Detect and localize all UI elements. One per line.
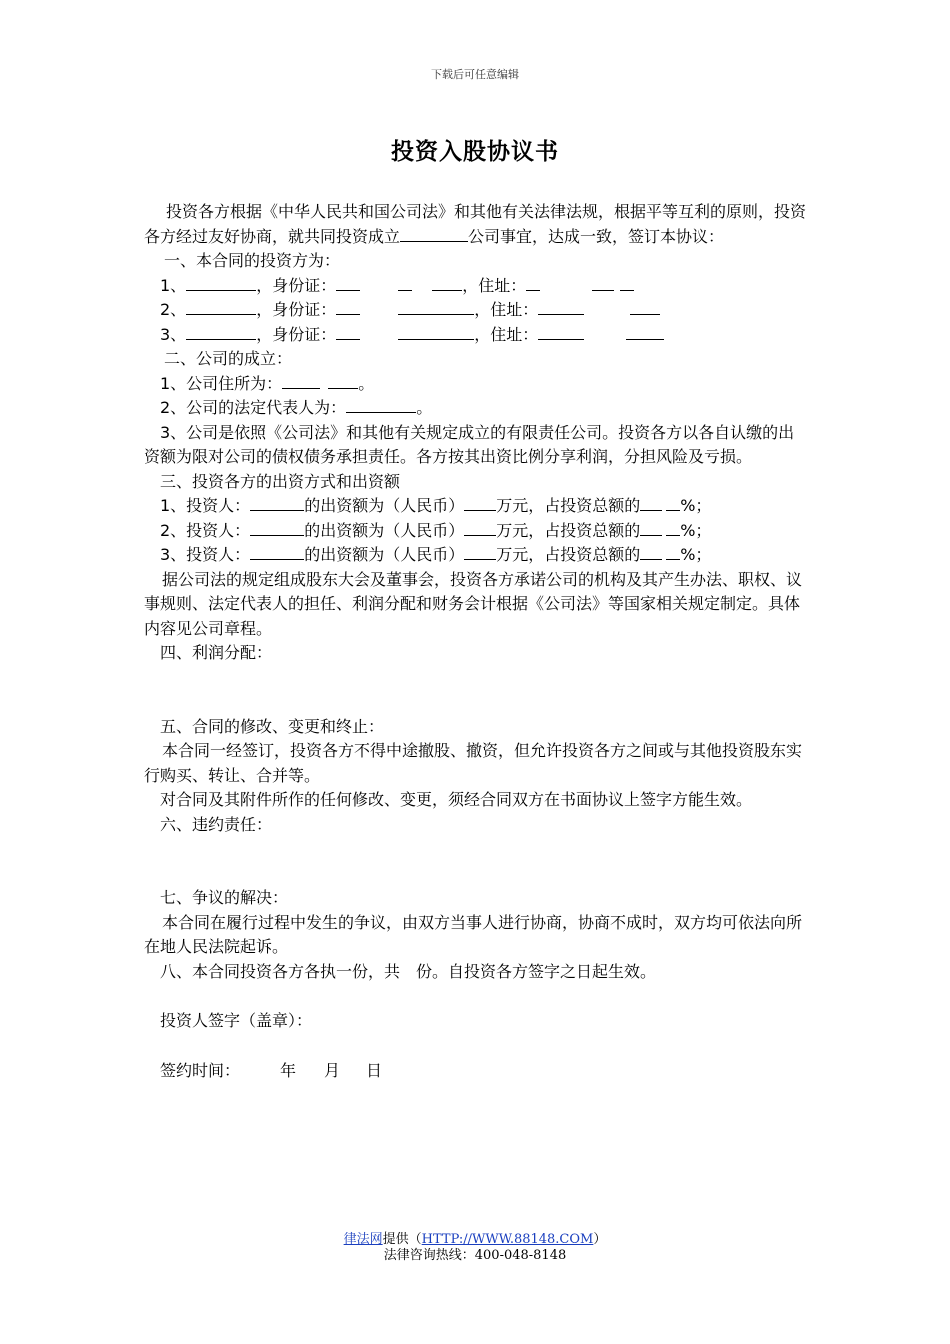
id-label: ，身份证：: [256, 275, 337, 295]
address-blank[interactable]: [592, 274, 614, 291]
site-name-link[interactable]: 律法网: [343, 1232, 383, 1247]
contribution-label: 的出资额为（人民币）: [304, 496, 465, 515]
footer: [0, 1232, 950, 1264]
document-body: [144, 200, 808, 1083]
section-5-heading: [144, 715, 808, 740]
section-4-heading-text: 四、利润分配：: [160, 643, 273, 662]
section-8-row: [144, 960, 808, 985]
section-1-heading: [144, 249, 808, 274]
section-6-heading-text: 六、违约责任：: [160, 814, 273, 834]
party-number: 3、: [160, 324, 187, 344]
percent-sign: %；: [680, 520, 712, 540]
address-blank[interactable]: [538, 298, 584, 315]
address-blank[interactable]: [626, 323, 664, 340]
company-address-label: 1、公司住所为：: [160, 373, 283, 393]
address-label: ，住址：: [474, 300, 539, 319]
address-label: ，住址：: [474, 324, 539, 344]
section-5-paragraph-1: 本合同一经签订，投资各方不得中途撤股、撤资，但允许投资各方之间或与其他投资股东实行购买、转让、合并等。: [144, 741, 803, 785]
period: 。: [358, 373, 375, 393]
contribution-label: 的出资额为（人民币）: [304, 520, 465, 540]
percent-blank[interactable]: [666, 494, 680, 511]
id-label: ，身份证：: [256, 324, 337, 344]
section-4-heading: [144, 641, 808, 666]
percent-blank[interactable]: [640, 519, 662, 536]
investor-name-blank[interactable]: [250, 543, 304, 560]
company-address-row: [144, 372, 808, 397]
percent-blank[interactable]: [640, 543, 662, 560]
percent-sign: %；: [680, 545, 712, 564]
unit-label: 万元，占投资总额的: [496, 545, 641, 564]
investment-row: [144, 543, 808, 568]
section-3-heading: [144, 470, 808, 495]
section-5-heading-text: 五、合同的修改、变更和终止：: [160, 716, 385, 736]
unit-label: 万元，占投资总额的: [496, 496, 641, 515]
investor-label: 2、投资人：: [160, 520, 251, 540]
investment-row: [144, 494, 808, 519]
party-row: [144, 323, 808, 348]
id-label: ，身份证：: [256, 300, 337, 319]
intro-paragraph: [144, 200, 808, 249]
percent-blank[interactable]: [666, 543, 680, 560]
party-number: 2、: [160, 300, 187, 319]
section-2-item-3: 3、公司是依照《公司法》和其他有关规定成立的有限责任公司。投资各方以各自认缴的出资额为限对公司的债权债务承担责任。各方按其出资比例分享利润，分担风险及亏损。: [144, 422, 795, 466]
amount-blank[interactable]: [464, 494, 496, 511]
percent-sign: %；: [680, 496, 712, 515]
percent-blank[interactable]: [666, 519, 680, 536]
month-label: 月: [324, 1060, 341, 1080]
sign-date-row: [144, 1059, 808, 1084]
section-2-heading-text: 二、公司的成立：: [164, 349, 293, 368]
close-paren: ）: [593, 1232, 607, 1247]
section-5-paragraph-2: [144, 788, 808, 813]
section-6-heading: [144, 813, 808, 838]
section-3-paragraph: 据公司法的规定组成股东大会及董事会，投资各方承诺公司的机构及其产生办法、职权、议事规则、法定代表人的担任、利润分配和财务会计根据《公司法》等国家相关规定制定。具体内容见公司章程。: [144, 569, 803, 638]
site-url-link[interactable]: HTTP://WWW.88148.COM: [421, 1232, 594, 1247]
investor-label: 3、投资人：: [160, 545, 251, 564]
address-blank[interactable]: [630, 298, 660, 315]
company-address-blank[interactable]: [282, 372, 320, 389]
document-title: 投资入股协议书: [391, 139, 559, 165]
address-blank[interactable]: [620, 274, 634, 291]
signature-label: 投资人签字（盖章）：: [160, 1011, 313, 1030]
party-number: 1、: [160, 275, 187, 295]
year-label: 年: [280, 1060, 297, 1080]
header-note: 下载后可任意编辑: [431, 68, 519, 81]
party-row: [144, 274, 808, 299]
section-8-text-2: 份。自投资各方签字之日起生效。: [416, 961, 657, 981]
intro-text-2: 公司事宜，达成一致，签订本协议：: [468, 226, 725, 246]
section-8-text-1: 八、本合同投资各方各执一份，共: [160, 961, 401, 981]
id-blank[interactable]: [398, 323, 474, 340]
section-7-paragraph: 本合同在履行过程中发生的争议，由双方当事人进行协商，协商不成时，双方均可依法向所在地人民法院起诉。: [144, 912, 803, 956]
contribution-label: 的出资额为（人民币）: [304, 545, 465, 564]
section-5-paragraph-2-text: 对合同及其附件所作的任何修改、变更，须经合同双方在书面协议上签字方能生效。: [160, 790, 753, 809]
amount-blank[interactable]: [464, 519, 496, 536]
signature-row: [144, 1009, 808, 1034]
section-2-heading: [144, 347, 808, 372]
provided-text: 提供（: [382, 1232, 422, 1247]
party-name-blank[interactable]: [186, 323, 256, 340]
period: 。: [416, 398, 433, 417]
address-blank[interactable]: [538, 323, 584, 340]
company-address-blank[interactable]: [328, 372, 358, 389]
id-blank[interactable]: [336, 274, 360, 291]
address-blank[interactable]: [526, 274, 540, 291]
party-name-blank[interactable]: [186, 298, 256, 315]
section-7-heading-text: 七、争议的解决：: [160, 888, 289, 907]
party-name-blank[interactable]: [186, 274, 256, 291]
footer-line-1: [0, 1232, 950, 1248]
intro-text-1: 投资各方根据《中华人民共和国公司法》和其他有关法律法规，根据平等互利的原则，投资各方经过友好协商，就共同投资成立: [144, 202, 807, 246]
id-blank[interactable]: [336, 298, 360, 315]
investor-name-blank[interactable]: [250, 494, 304, 511]
sign-date-label: 签约时间：: [160, 1060, 241, 1080]
hotline-text: 法律咨询热线：400-048-8148: [383, 1248, 567, 1263]
legal-rep-row: [144, 396, 808, 421]
day-label: 日: [366, 1060, 383, 1080]
percent-blank[interactable]: [640, 494, 662, 511]
section-1-heading-text: 一、本合同的投资方为：: [164, 251, 341, 270]
investor-label: 1、投资人：: [160, 496, 251, 515]
legal-rep-blank[interactable]: [346, 396, 416, 413]
company-name-blank[interactable]: [400, 225, 468, 242]
section-3-heading-text: 三、投资各方的出资方式和出资额: [160, 471, 401, 491]
id-blank[interactable]: [432, 274, 462, 291]
investment-row: [144, 519, 808, 544]
address-label: ，住址：: [462, 275, 527, 295]
section-7-heading: [144, 886, 808, 911]
unit-label: 万元，占投资总额的: [496, 520, 641, 540]
legal-rep-label: 2、公司的法定代表人为：: [160, 398, 347, 417]
amount-blank[interactable]: [464, 543, 496, 560]
id-blank[interactable]: [398, 298, 474, 315]
investor-name-blank[interactable]: [250, 519, 304, 536]
id-blank[interactable]: [336, 323, 360, 340]
id-blank[interactable]: [398, 274, 412, 291]
party-row: [144, 298, 808, 323]
